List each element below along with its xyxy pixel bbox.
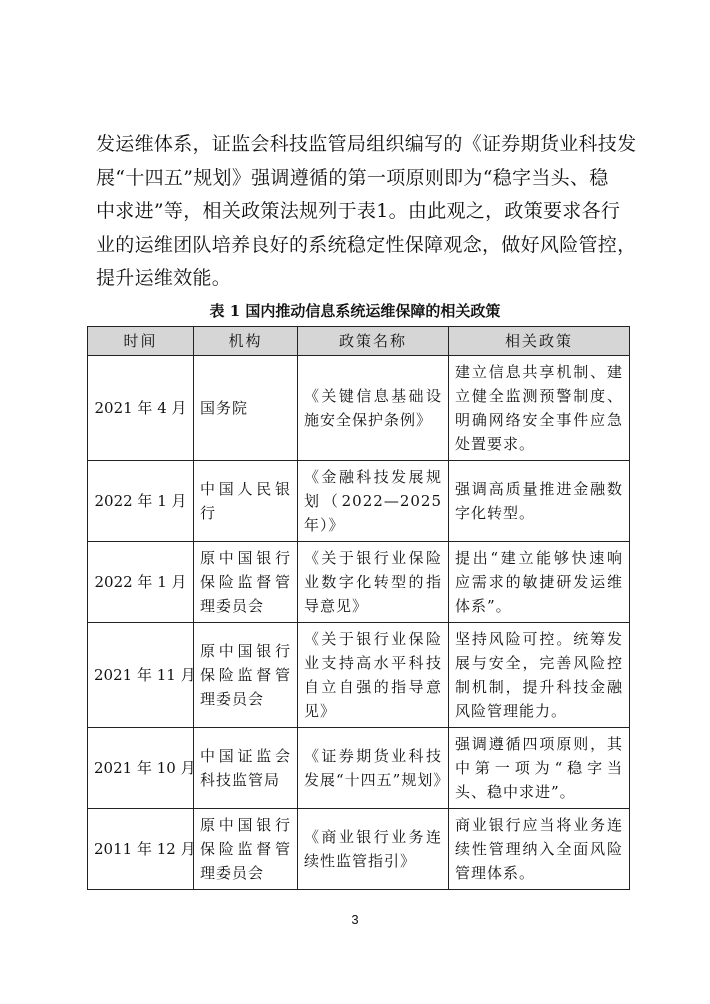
cell-time: 2021 年 4 月: [88, 356, 194, 461]
cell-policy-content: 建立信息共享机制、建立健全监测预警制度、明确网络安全事件应急处置要求。: [449, 356, 630, 461]
cell-organization: 中国证监会科技监管局: [194, 728, 298, 809]
table-row: [88, 728, 630, 809]
cell-organization: 国务院: [194, 356, 298, 461]
cell-policy-content: 强调高质量推进金融数字化转型。: [449, 461, 630, 542]
cell-policy-content: 提出“建立能够快速响应需求的敏捷研发运维体系”。: [449, 542, 630, 623]
table-row: [88, 542, 630, 623]
paragraph-line: 业的运维团队培养良好的系统稳定性保障观念，做好风险管控，: [96, 233, 637, 256]
cell-policy-content: 坚持风险可控。统筹发展与安全，完善风险控制机制，提升科技金融风险管理能力。: [449, 623, 630, 728]
table-row: [88, 461, 630, 542]
cell-policy-name: 《关于银行业保险业支持高水平科技自立自强的指导意见》: [298, 623, 449, 728]
cell-time: 2022 年 1 月: [88, 461, 194, 542]
cell-policy-content: 商业银行应当将业务连续性管理纳入全面风险管理体系。: [449, 809, 630, 890]
cell-policy-name: 《关键信息基础设施安全保护条例》: [298, 356, 449, 461]
header-organization: 机构: [194, 327, 298, 356]
paragraph-line: 提升运维效能。: [96, 267, 232, 289]
table-caption: 表 1 国内推动信息系统运维保障的相关政策: [209, 302, 501, 320]
body-paragraph: [96, 128, 636, 296]
cell-time: 2011 年 12 月: [88, 809, 194, 890]
cell-policy-name: 《证券期货业科技发展“十四五”规划》: [298, 728, 449, 809]
cell-policy-content: 强调遵循四项原则，其中第一项为“稳字当头、稳中求进”。: [449, 728, 630, 809]
policy-table: [87, 326, 630, 890]
paragraph-line: 展“十四五”规划》强调遵循的第一项原则即为“稳字当头、稳: [96, 166, 609, 189]
cell-time: 2021 年 10 月: [88, 728, 194, 809]
header-policy-content: 相关政策: [449, 327, 630, 356]
cell-organization: 原中国银行保险监督管理委员会: [194, 623, 298, 728]
header-policy-name: 政策名称: [298, 327, 449, 356]
cell-policy-name: 《关于银行业保险业数字化转型的指导意见》: [298, 542, 449, 623]
page-number: 3: [351, 912, 359, 927]
table-header-row: [88, 327, 630, 356]
cell-policy-name: 《金融科技发展规划（2022—2025年）》: [298, 461, 449, 542]
cell-time: 2021 年 11 月: [88, 623, 194, 728]
cell-organization: 中国人民银行: [194, 461, 298, 542]
table-row: [88, 623, 630, 728]
paragraph-line: 中求进”等，相关政策法规列于表1。由此观之，政策要求各行: [96, 200, 621, 222]
cell-organization: 原中国银行保险监督管理委员会: [194, 542, 298, 623]
header-time: 时间: [88, 327, 194, 356]
table-row: [88, 809, 630, 890]
paragraph-line: 发运维体系，证监会科技监管局组织编写的《证券期货业科技发: [96, 133, 637, 155]
cell-time: 2022 年 1 月: [88, 542, 194, 623]
cell-policy-name: 《商业银行业务连续性监管指引》: [298, 809, 449, 890]
table-row: [88, 356, 630, 461]
cell-organization: 原中国银行保险监督管理委员会: [194, 809, 298, 890]
